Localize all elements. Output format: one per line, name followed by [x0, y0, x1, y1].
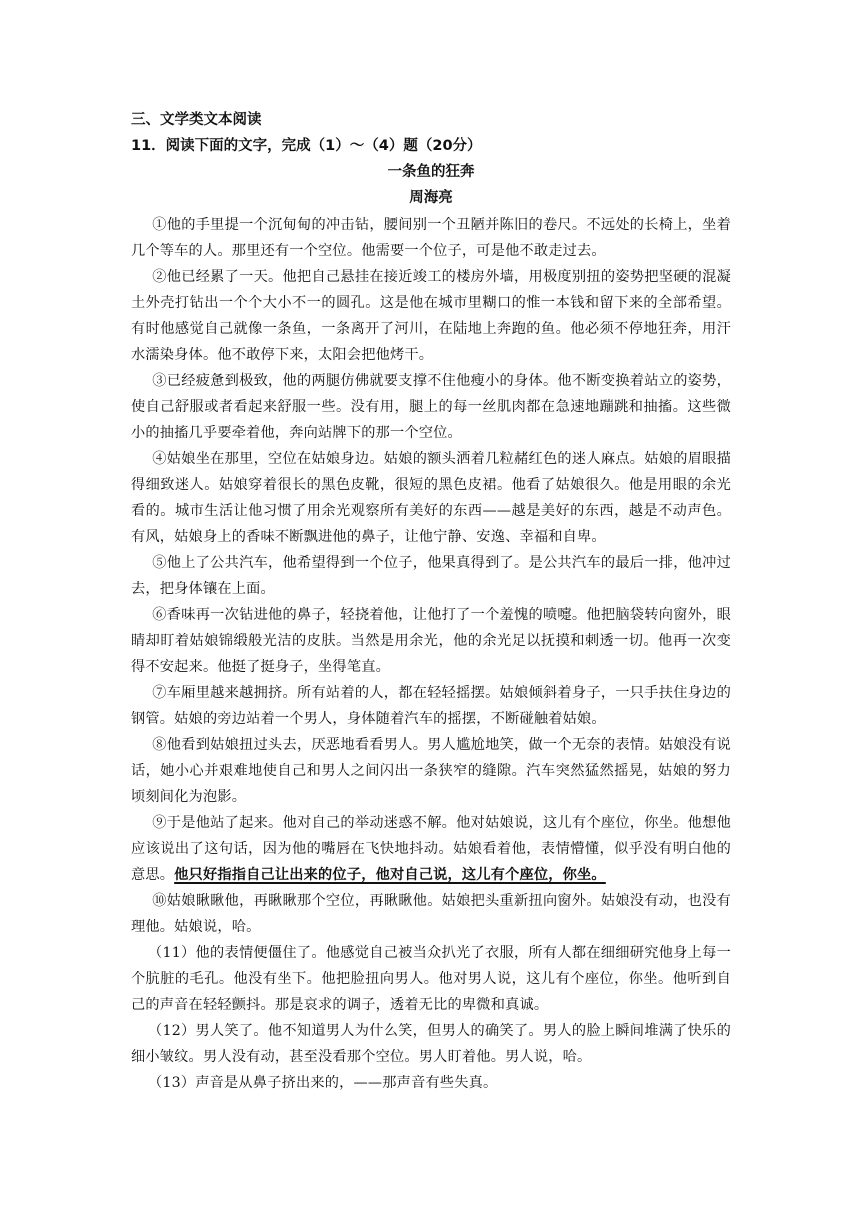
story-author: 周海亮 [409, 190, 453, 206]
paragraph-11: （11）他的表情便僵住了。他感觉自己被当众扒光了衣服，所有人都在细细研究他身上每一个肮脏的毛孔。他没有坐下。他把脸扭向男人。他对男人说，这儿有个座位，你坐。他听到自己的声音在轻轻颤抖。那是哀求的调子，透着无比的卑微和真诚。 [131, 945, 731, 1013]
paragraph-1: ①他的手里提一个沉甸甸的冲击钻，腰间别一个丑陋并陈旧的卷尺。不远处的长椅上，坐着几个等车的人。那里还有一个空位。他需要一个位子，可是他不敢走过去。 [131, 217, 731, 259]
section-heading: 三、文学类文本阅读 [131, 112, 262, 128]
paragraph-8: ⑧他看到姑娘扭过头去，厌恶地看看男人。男人尴尬地笑，做一个无奈的表情。姑娘没有说话，她小心并艰难地使自己和男人之间闪出一条狭窄的缝隙。汽车突然猛然摇晃，姑娘的努力顷刻间化为泡影。 [131, 737, 731, 805]
question-heading: 11．阅读下面的文字，完成（1）～（4）题（20分） [131, 138, 482, 154]
underlined-sentence: 他只好指指自己让出来的位子，他对自己说，这儿有个座位，你坐。 [174, 867, 606, 883]
paragraph-10: ⑩姑娘瞅瞅他，再瞅瞅那个空位，再瞅瞅他。姑娘把头重新扭向窗外。姑娘没有动，也没有理他。姑娘说，哈。 [131, 893, 731, 935]
paragraph-9 [131, 810, 731, 888]
paragraph-2: ②他已经累了一天。他把自己悬挂在接近竣工的楼房外墙，用极度别扭的姿势把坚硬的混凝土外壳打钻出一个个大小不一的圆孔。这是他在城市里糊口的惟一本钱和留下来的全部希望。有时他感觉自己就像一条鱼，一条离开了河川，在陆地上奔跑的鱼。他必须不停地狂奔，用汗水濡染身体。他不敢停下来，太阳会把他烤干。 [131, 269, 731, 363]
paragraph-12: （12）男人笑了。他不知道男人为什么笑，但男人的确笑了。男人的脸上瞬间堆满了快乐的细小皱纹。男人没有动，甚至没看那个空位。男人盯着他。男人说，哈。 [131, 1023, 731, 1065]
story-title: 一条鱼的狂奔 [387, 164, 475, 180]
paragraph-4: ④姑娘坐在那里，空位在姑娘身边。姑娘的额头洒着几粒赭红色的迷人麻点。姑娘的眉眼描得细致迷人。姑娘穿着很长的黑色皮靴，很短的黑色皮裙。他看了姑娘很久。他是用眼的余光看的。城市生活让他习惯了用余光观察所有美好的东西——越是美好的东西，越是不动声色。有风，姑娘身上的香味不断飘进他的鼻子，让他宁静、安逸、幸福和自卑。 [131, 451, 731, 545]
document-page [131, 108, 731, 1096]
paragraph-3: ③已经疲惫到极致，他的两腿仿佛就要支撑不住他瘦小的身体。他不断变换着站立的姿势，使自己舒服或者看起来舒服一些。没有用，腿上的每一丝肌肉都在急速地蹦跳和抽搐。这些微小的抽搐几乎要牵着他，奔向站牌下的那一个空位。 [131, 373, 731, 441]
paragraph-5: ⑤他上了公共汽车，他希望得到一个位子，他果真得到了。是公共汽车的最后一排，他冲过去，把身体镶在上面。 [131, 555, 731, 597]
paragraph-7: ⑦车厢里越来越拥挤。所有站着的人，都在轻轻摇摆。姑娘倾斜着身子，一只手扶住身边的钢管。姑娘的旁边站着一个男人，身体随着汽车的摇摆，不断碰触着姑娘。 [131, 685, 731, 727]
paragraph-13: （13）声音是从鼻子挤出来的，——那声音有些失真。 [148, 1075, 498, 1091]
paragraph-6: ⑥香味再一次钻进他的鼻子，轻挠着他，让他打了一个羞愧的喷嚏。他把脑袋转向窗外，眼睛却盯着姑娘锦缎般光洁的皮肤。当然是用余光，他的余光足以抚摸和刺透一切。他再一次变得不安起来。他挺了挺身子，坐得笔直。 [131, 607, 731, 675]
paragraph-9-text: ⑨于是他站了起来。他对自己的举动迷惑不解。他对姑娘说，这儿有个座位，你坐。他想他应该说出了这句话，因为他的嘴唇在飞快地抖动。姑娘看着他，表情懵懂，似乎没有明白他的意思。 [131, 815, 731, 883]
